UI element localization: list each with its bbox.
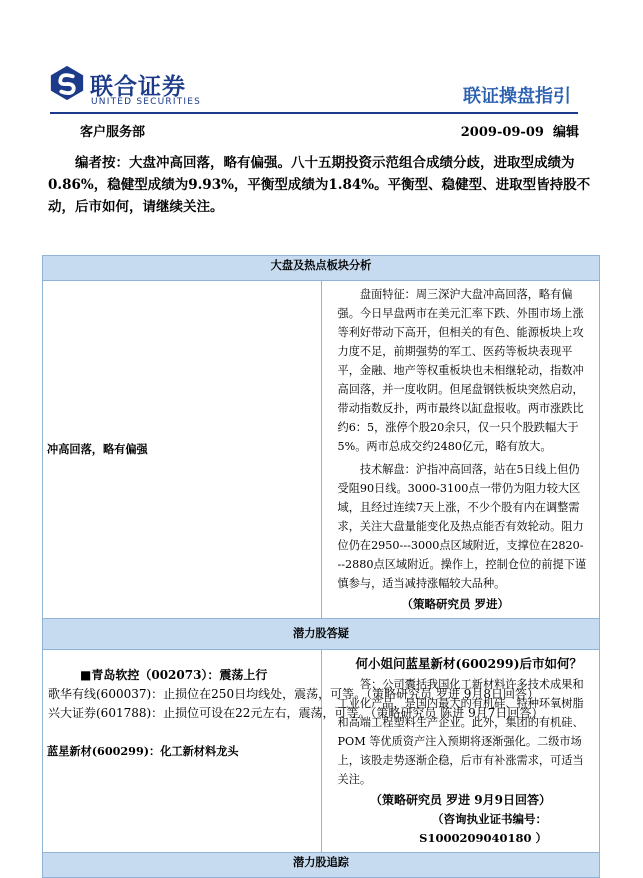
section-title-market: 大盘及热点板块分析 (43, 256, 600, 281)
report-date: 2009-09-09 (460, 125, 544, 140)
section-header-market (43, 256, 600, 281)
header-divider (50, 112, 578, 114)
market-content (321, 281, 600, 619)
qa-certificate: （咨询执业证书编号： S1000209040180 ） (419, 812, 547, 845)
date-editor-line (461, 121, 579, 140)
market-row (43, 281, 600, 619)
market-paragraph-1: 盘面特征：周三深沪大盘冲高回落，略有偏强。今日早盘两市在美元汇率下跌、外围市场上涨等利好带动下高开，但相关的有色、能源板块上攻力度不足，前期强势的军工、医药等板块表现平平，金融、地产等权重板块也未相继轮动，指数冲高回落，并一度收阴。但尾盘钢铁板块突然启动，带动指数反扑，两市最终以缸盘报收。两市涨跌比约6：5，涨停个股20余只，仅一只个股跌幅大于5%。两市总成交约2480亿元，略有放大。 (337, 288, 584, 453)
qa-answer: 答：公司囊括我国化工新材料许多技术成果和工业化产品，是国内最大的有机硅、特种环氧树脂和高端工程塑料生产企业。此外，集团的有机硅、POM 等优质资产注入预期将逐渐强化。二级市场上，该股走势逐渐企稳，后市有补涨需求，可适当关注。 (337, 678, 584, 786)
market-left-label: 冲高回落，略有偏强 (43, 281, 322, 619)
section-header-tracking (43, 853, 600, 878)
department-label: 客户服务部 (80, 125, 146, 140)
tracking-line: 歌华有线(600037)：止损位在250日均线处，震荡，可等。（策略研究员 罗进 9月8日回答） (48, 687, 539, 701)
editor-label: 编辑 (552, 125, 579, 140)
united-securities-logo-icon (48, 64, 86, 102)
market-signature: （策略研究员 罗进） (401, 597, 509, 611)
report-header (0, 0, 643, 150)
tracking-content (48, 666, 608, 723)
market-paragraph-2: 技术解盘：沪指冲高回落，站在5日线上但仍受阻90日线。3000-3100点一带仍为阻力较大区域，且经过连续7天上涨，不少个股有内在调整需求，关注大盘量能变化及热点能否有效轮动。阻力位仍在2950---3000点区域附近，支撑位在2820---2880点区域附近。操作上，控制仓位的前提下谨慎参与，适当减持涨幅较大品种。 (337, 463, 587, 590)
editor-note: 编者按：大盘冲高回落，略有偏强。八十五期投资示范组合成绩分歧，进取型成绩为0.86%，稳健型成绩为9.93%，平衡型成绩为1.84%。平衡型、稳健型、进取型皆持股不动，后市如何，请继续关注。 (48, 155, 591, 215)
tracking-headline: ■青岛软控（002073）：震荡上行 (80, 668, 268, 682)
section-title-qa: 潜力股答疑 (43, 619, 600, 650)
analysis-table (42, 255, 600, 878)
company-name-cn: 联合证券 (90, 74, 186, 100)
tracking-line: 兴大证券(601788)：止损位可设在22元左右，震荡，可等。（策略研究员 陈进 9月7日回答） (48, 706, 544, 720)
qa-question: 何小姐问蓝星新材(600299)后市如何？ (355, 656, 583, 671)
qa-left-label: 蓝星新材(600299)：化工新材料龙头 (43, 650, 322, 853)
report-title: 联证操盘指引 (463, 86, 571, 107)
qa-signature: （策略研究员 罗进 9月9日回答） (369, 793, 551, 807)
company-logo (48, 64, 202, 112)
section-header-qa (43, 619, 600, 650)
section-title-tracking: 潜力股追踪 (43, 853, 600, 878)
company-name-en: UNITED SECURITIES (91, 97, 202, 107)
